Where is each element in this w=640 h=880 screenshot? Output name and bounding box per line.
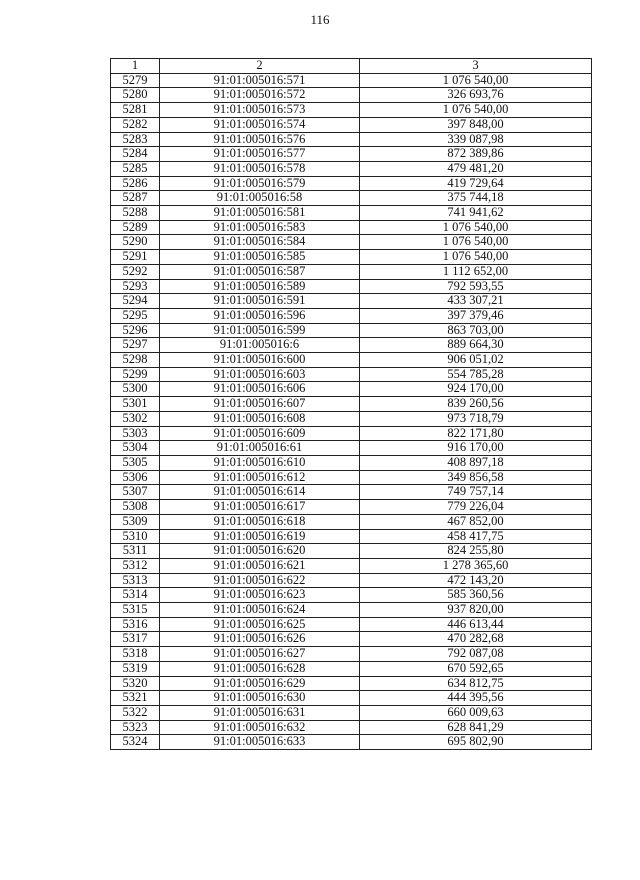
cadastral-number-cell: 91:01:005016:610 [160,455,360,470]
table-row [111,735,592,750]
value-cell: 419 729,64 [360,176,592,191]
value-cell: 1 278 365,60 [360,558,592,573]
row-number-cell: 5281 [111,103,160,118]
row-number-cell: 5312 [111,558,160,573]
value-cell: 741 941,62 [360,206,592,221]
table-row [111,88,592,103]
value-cell: 397 379,46 [360,308,592,323]
row-number-cell: 5280 [111,88,160,103]
table-row [111,588,592,603]
value-cell: 326 693,76 [360,88,592,103]
table-row [111,470,592,485]
table-header [111,59,592,74]
cadastral-number-cell: 91:01:005016:61 [160,441,360,456]
table-row [111,720,592,735]
row-number-cell: 5302 [111,411,160,426]
cadastral-number-cell: 91:01:005016:599 [160,323,360,338]
row-number-cell: 5282 [111,117,160,132]
row-number-cell: 5308 [111,500,160,515]
row-number-cell: 5289 [111,220,160,235]
cadastral-number-cell: 91:01:005016:630 [160,691,360,706]
column-header-1: 1 [111,59,160,74]
cadastral-number-cell: 91:01:005016:600 [160,353,360,368]
row-number-cell: 5311 [111,544,160,559]
value-cell: 916 170,00 [360,441,592,456]
table-row [111,147,592,162]
row-number-cell: 5310 [111,529,160,544]
cadastral-number-cell: 91:01:005016:632 [160,720,360,735]
table-row [111,382,592,397]
cadastral-number-cell: 91:01:005016:577 [160,147,360,162]
cadastral-number-cell: 91:01:005016:578 [160,161,360,176]
row-number-cell: 5313 [111,573,160,588]
cadastral-number-cell: 91:01:005016:618 [160,514,360,529]
row-number-cell: 5292 [111,264,160,279]
cadastral-number-cell: 91:01:005016:574 [160,117,360,132]
table-body [111,73,592,749]
row-number-cell: 5293 [111,279,160,294]
row-number-cell: 5304 [111,441,160,456]
cadastral-number-cell: 91:01:005016:589 [160,279,360,294]
cadastral-value-table [110,58,592,750]
table-row [111,558,592,573]
table-row [111,514,592,529]
cadastral-number-cell: 91:01:005016:603 [160,367,360,382]
table-row [111,191,592,206]
cadastral-number-cell: 91:01:005016:629 [160,676,360,691]
row-number-cell: 5307 [111,485,160,500]
row-number-cell: 5286 [111,176,160,191]
row-number-cell: 5306 [111,470,160,485]
table-row [111,73,592,88]
cadastral-number-cell: 91:01:005016:608 [160,411,360,426]
table-row [111,250,592,265]
cadastral-number-cell: 91:01:005016:573 [160,103,360,118]
table-row [111,308,592,323]
row-number-cell: 5290 [111,235,160,250]
value-cell: 937 820,00 [360,603,592,618]
value-cell: 749 757,14 [360,485,592,500]
column-header-3: 3 [360,59,592,74]
table-row [111,632,592,647]
row-number-cell: 5283 [111,132,160,147]
value-cell: 1 112 652,00 [360,264,592,279]
header-row [111,59,592,74]
cadastral-number-cell: 91:01:005016:628 [160,661,360,676]
table-row [111,176,592,191]
value-cell: 634 812,75 [360,676,592,691]
cadastral-number-cell: 91:01:005016:572 [160,88,360,103]
row-number-cell: 5320 [111,676,160,691]
value-cell: 585 360,56 [360,588,592,603]
table-row [111,397,592,412]
table-row [111,338,592,353]
cadastral-number-cell: 91:01:005016:585 [160,250,360,265]
row-number-cell: 5321 [111,691,160,706]
cadastral-number-cell: 91:01:005016:581 [160,206,360,221]
table-row [111,705,592,720]
value-cell: 554 785,28 [360,367,592,382]
cadastral-number-cell: 91:01:005016:576 [160,132,360,147]
value-cell: 779 226,04 [360,500,592,515]
value-cell: 349 856,58 [360,470,592,485]
value-cell: 906 051,02 [360,353,592,368]
row-number-cell: 5323 [111,720,160,735]
table-row [111,279,592,294]
row-number-cell: 5279 [111,73,160,88]
cadastral-number-cell: 91:01:005016:579 [160,176,360,191]
table-row [111,573,592,588]
value-cell: 824 255,80 [360,544,592,559]
cadastral-number-cell: 91:01:005016:596 [160,308,360,323]
row-number-cell: 5298 [111,353,160,368]
value-cell: 889 664,30 [360,338,592,353]
table-row [111,544,592,559]
table-row [111,206,592,221]
table-row [111,132,592,147]
cadastral-number-cell: 91:01:005016:584 [160,235,360,250]
row-number-cell: 5315 [111,603,160,618]
row-number-cell: 5324 [111,735,160,750]
cadastral-number-cell: 91:01:005016:612 [160,470,360,485]
cadastral-number-cell: 91:01:005016:623 [160,588,360,603]
table-row [111,353,592,368]
value-cell: 375 744,18 [360,191,592,206]
table-row [111,691,592,706]
row-number-cell: 5316 [111,617,160,632]
cadastral-number-cell: 91:01:005016:583 [160,220,360,235]
table-row [111,603,592,618]
value-cell: 872 389,86 [360,147,592,162]
cadastral-number-cell: 91:01:005016:620 [160,544,360,559]
value-cell: 695 802,90 [360,735,592,750]
cadastral-number-cell: 91:01:005016:587 [160,264,360,279]
row-number-cell: 5299 [111,367,160,382]
row-number-cell: 5318 [111,647,160,662]
row-number-cell: 5301 [111,397,160,412]
table-row [111,264,592,279]
table-row [111,161,592,176]
value-cell: 792 593,55 [360,279,592,294]
cadastral-number-cell: 91:01:005016:626 [160,632,360,647]
cadastral-number-cell: 91:01:005016:621 [160,558,360,573]
row-number-cell: 5300 [111,382,160,397]
value-cell: 973 718,79 [360,411,592,426]
cadastral-number-cell: 91:01:005016:625 [160,617,360,632]
row-number-cell: 5314 [111,588,160,603]
row-number-cell: 5319 [111,661,160,676]
cadastral-number-cell: 91:01:005016:6 [160,338,360,353]
table-row [111,323,592,338]
table-row [111,294,592,309]
value-cell: 433 307,21 [360,294,592,309]
cadastral-number-cell: 91:01:005016:58 [160,191,360,206]
table-row [111,426,592,441]
cadastral-number-cell: 91:01:005016:631 [160,705,360,720]
value-cell: 863 703,00 [360,323,592,338]
cadastral-number-cell: 91:01:005016:624 [160,603,360,618]
cadastral-number-cell: 91:01:005016:617 [160,500,360,515]
value-cell: 822 171,80 [360,426,592,441]
table-row [111,367,592,382]
value-cell: 408 897,18 [360,455,592,470]
row-number-cell: 5303 [111,426,160,441]
value-cell: 1 076 540,00 [360,250,592,265]
cadastral-number-cell: 91:01:005016:622 [160,573,360,588]
cadastral-number-cell: 91:01:005016:619 [160,529,360,544]
value-cell: 446 613,44 [360,617,592,632]
row-number-cell: 5288 [111,206,160,221]
cadastral-number-cell: 91:01:005016:609 [160,426,360,441]
row-number-cell: 5296 [111,323,160,338]
table-row [111,500,592,515]
value-cell: 670 592,65 [360,661,592,676]
value-cell: 924 170,00 [360,382,592,397]
cadastral-number-cell: 91:01:005016:627 [160,647,360,662]
value-cell: 397 848,00 [360,117,592,132]
row-number-cell: 5322 [111,705,160,720]
value-cell: 839 260,56 [360,397,592,412]
table-row [111,617,592,632]
table-row [111,529,592,544]
table-row [111,661,592,676]
row-number-cell: 5309 [111,514,160,529]
row-number-cell: 5317 [111,632,160,647]
value-cell: 1 076 540,00 [360,220,592,235]
row-number-cell: 5284 [111,147,160,162]
row-number-cell: 5285 [111,161,160,176]
value-cell: 458 417,75 [360,529,592,544]
value-cell: 1 076 540,00 [360,73,592,88]
value-cell: 1 076 540,00 [360,235,592,250]
table-row [111,103,592,118]
row-number-cell: 5291 [111,250,160,265]
table-row [111,647,592,662]
row-number-cell: 5287 [111,191,160,206]
column-header-2: 2 [160,59,360,74]
cadastral-number-cell: 91:01:005016:633 [160,735,360,750]
row-number-cell: 5297 [111,338,160,353]
cadastral-number-cell: 91:01:005016:571 [160,73,360,88]
row-number-cell: 5305 [111,455,160,470]
value-cell: 467 852,00 [360,514,592,529]
table-row [111,411,592,426]
value-cell: 628 841,29 [360,720,592,735]
value-cell: 792 087,08 [360,647,592,662]
value-cell: 470 282,68 [360,632,592,647]
table-row [111,441,592,456]
value-cell: 339 087,98 [360,132,592,147]
value-cell: 444 395,56 [360,691,592,706]
table-row [111,676,592,691]
row-number-cell: 5295 [111,308,160,323]
cadastral-number-cell: 91:01:005016:607 [160,397,360,412]
table-row [111,117,592,132]
table-row [111,485,592,500]
table-row [111,455,592,470]
row-number-cell: 5294 [111,294,160,309]
page-number: 116 [310,12,330,27]
cadastral-number-cell: 91:01:005016:606 [160,382,360,397]
value-cell: 472 143,20 [360,573,592,588]
value-cell: 479 481,20 [360,161,592,176]
value-cell: 660 009,63 [360,705,592,720]
cadastral-number-cell: 91:01:005016:591 [160,294,360,309]
value-cell: 1 076 540,00 [360,103,592,118]
cadastral-number-cell: 91:01:005016:614 [160,485,360,500]
table-row [111,235,592,250]
table-row [111,220,592,235]
